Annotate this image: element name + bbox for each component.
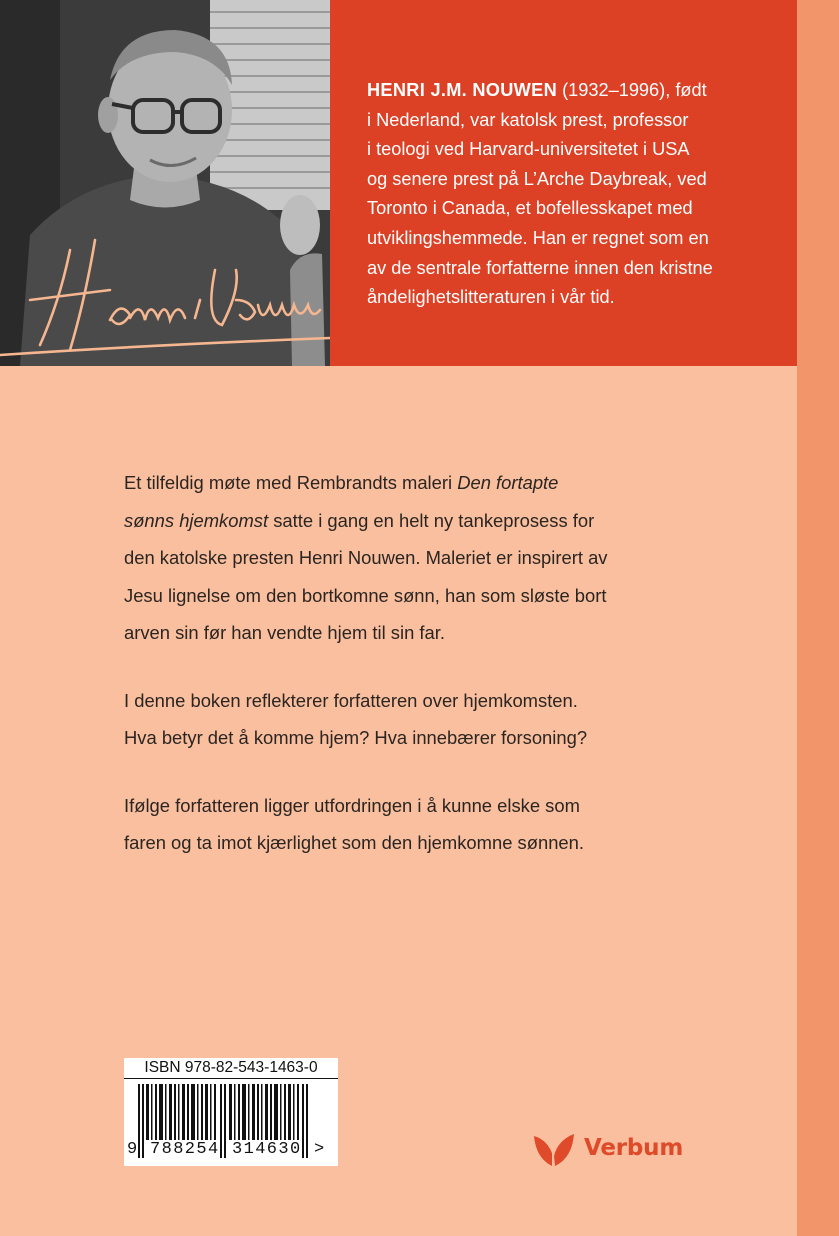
blurb-line (124, 502, 724, 540)
isbn-digits (124, 1140, 338, 1162)
blurb-line: I denne boken reflekterer forfatteren over hjemkomsten. (124, 689, 578, 711)
isbn-digit-group-2: 314630 (232, 1140, 302, 1159)
blurb-text: satte i gang en helt ny tankeprosess for (268, 509, 595, 531)
publisher-name: Verbum (584, 1135, 684, 1161)
author-portrait-illustration (0, 0, 330, 366)
bio-line-5: Toronto i Canada, et bofellesskapet med (367, 198, 693, 219)
isbn-quiet-zone-marker: > (314, 1140, 325, 1159)
painting-title-part: Den fortapte (457, 472, 559, 493)
blurb-text: Et tilfeldig møte med Rembrandts maleri (124, 472, 458, 493)
blurb-line: Ifølge forfatteren ligger utfordringen i å kunne elske som (124, 794, 580, 816)
author-bio-panel (330, 0, 797, 366)
author-name: HENRI J.M. NOUWEN (367, 80, 558, 100)
bio-line-7: av de sentrale forfatterne innen den kristne (367, 257, 713, 278)
bio-years: (1932–1996), født (557, 80, 707, 100)
publisher-logo (532, 1126, 683, 1170)
bio-line-3: i teologi ved Harvard-universitetet i USA (367, 139, 690, 160)
blurb-line: faren og ta imot kjærlighet som den hjemkomne sønnen. (124, 832, 584, 853)
leaf-logo-icon (532, 1128, 576, 1168)
author-bio-text (367, 76, 787, 313)
book-blurb (124, 464, 724, 892)
blurb-line: den katolske presten Henri Nouwen. Maleriet er inspirert av (124, 547, 608, 568)
bio-line-8: åndelighetslitteraturen i vår tid. (367, 287, 615, 308)
bio-line-6: utviklingshemmede. Han er regnet som en (367, 227, 709, 248)
blurb-line: Jesu lignelse om den bortkomne sønn, han som sløste bort (124, 584, 607, 606)
isbn-label: ISBN 978-82-543-1463-0 (144, 1059, 318, 1076)
blurb-paragraph-3 (124, 787, 724, 862)
blurb-line: arven sin før han vendte hjem til sin far. (124, 622, 445, 643)
blurb-paragraph-2 (124, 682, 724, 757)
isbn-digit-group-1: 788254 (150, 1140, 220, 1159)
blurb-paragraph-1 (124, 464, 724, 652)
isbn-barcode-block (124, 1058, 338, 1166)
bio-line-4: og senere prest på L’Arche Daybreak, ved (367, 168, 707, 189)
blurb-line: Hva betyr det å komme hjem? Hva innebærer forsoning? (124, 727, 588, 748)
blurb-line (124, 464, 724, 502)
painting-title-part: sønns hjemkomst (124, 509, 269, 531)
bio-line-1 (367, 76, 787, 106)
bio-line-2: i Nederland, var katolsk prest, professor (367, 109, 689, 130)
author-photo (0, 0, 330, 366)
isbn-prefix-digit: 9 (127, 1140, 138, 1159)
spine-strip (797, 0, 839, 1236)
